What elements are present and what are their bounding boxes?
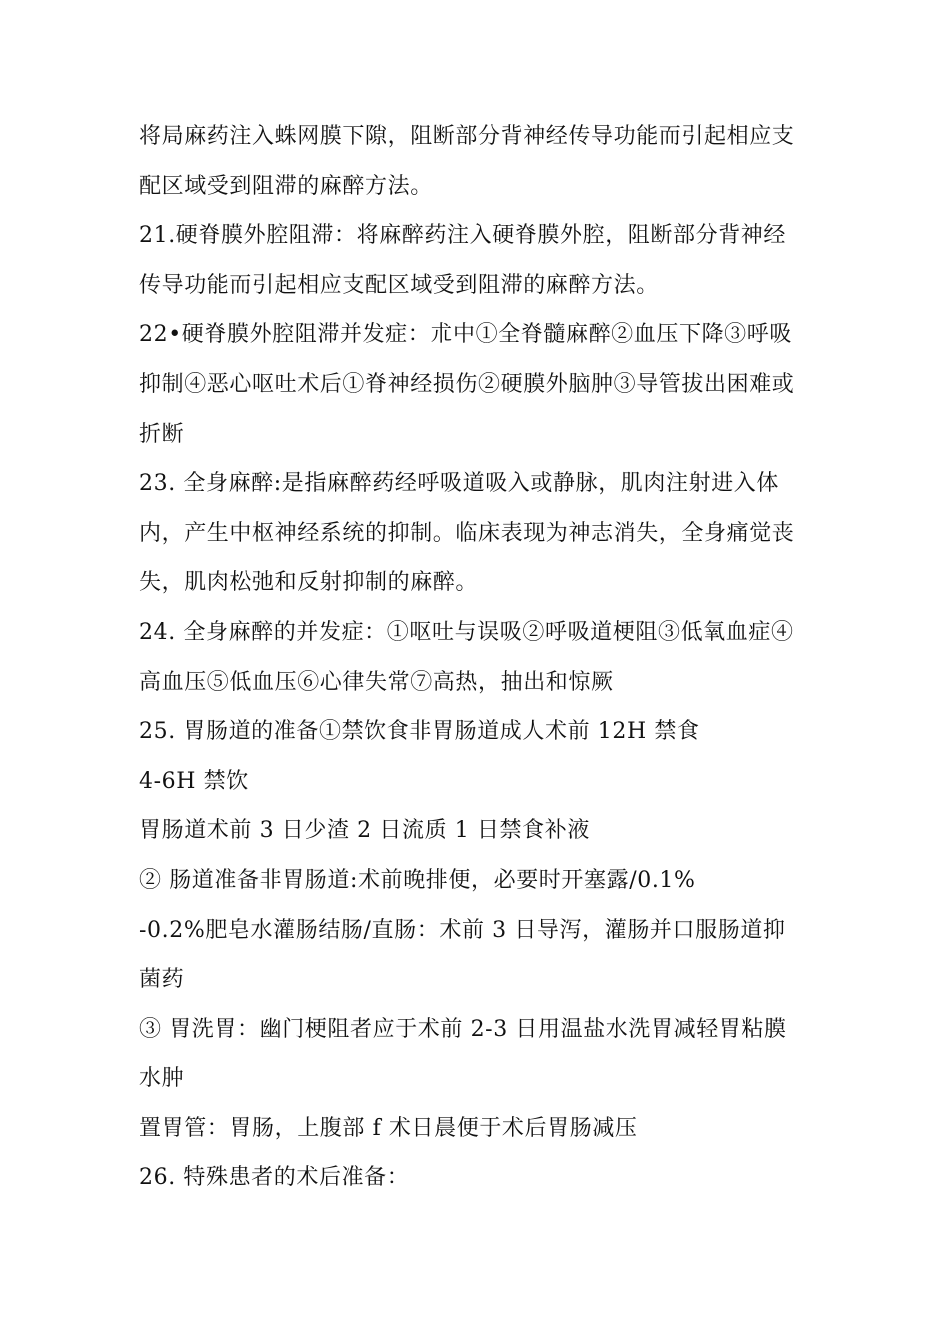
text-line: 22•硬脊膜外腔阻滞并发症：朮中①全脊髓麻醉②血压下降③呼吸 [139, 322, 792, 348]
text-line: 配区域受到阻滞的麻醉方法。 [139, 173, 433, 199]
document-body [139, 112, 829, 1203]
text-line: 将局麻药注入蛛网膜下隙，阻断部分背神经传导功能而引起相应支 [139, 124, 795, 149]
text-line: 内，产生中枢神经系统的抑制。临床表现为神志消失，全身痛觉丧 [139, 520, 795, 546]
text-line: 25. 胃肠道的准备①禁饮食非胃肠道成人术前 12H 禁食 [139, 719, 700, 745]
text-line: 26. 特殊患者的术后准备： [139, 1165, 410, 1191]
text-line: 置胃管：胃肠，上腹部 f 术日晨便于术后胃肠减压 [139, 1115, 638, 1141]
text-line: ② 肠道准备非胃肠道:术前晚排便，必要时开塞露/0.1% [139, 867, 696, 893]
text-line: 抑制④恶心呕吐术后①脊神经损伤②硬膜外脑肿③导管拔出困难或 [139, 371, 795, 397]
text-line: 菌药 [139, 967, 185, 993]
text-line: 高血压⑤低血压⑥心律失常⑦高热，抽出和惊厥 [139, 669, 614, 695]
text-line: 水肿 [139, 1066, 185, 1092]
text-line: -0.2%肥皂水灌肠结肠/直肠：术前 3 日导泻，灌肠并口服肠道抑 [139, 917, 786, 943]
text-line: 折断 [139, 421, 185, 447]
text-line: 21.硬脊膜外腔阻滞：将麻醉药注入硬脊膜外腔，阻断部分背神经 [139, 223, 786, 249]
text-line: 24. 全身麻醉的并发症：①呕吐与误吸②呼吸道梗阻③低氧血症④ [139, 619, 794, 645]
text-line: 胃肠道术前 3 日少渣 2 日流质 1 日禁食补液 [139, 818, 590, 844]
text-line: 23. 全身麻醉:是指麻醉药经呼吸道吸入或静脉，肌肉注射进入体 [139, 471, 779, 497]
text-line: 失，肌肉松弛和反射抑制的麻醉。 [139, 570, 479, 596]
text-line: 4-6H 禁饮 [139, 768, 249, 794]
text-line: 传导功能而引起相应支配区域受到阻滞的麻醉方法。 [139, 272, 659, 298]
text-line: ③ 胃洗胃：幽门梗阻者应于术前 2-3 日用温盐水洗胃减轻胃粘膜 [139, 1016, 787, 1042]
